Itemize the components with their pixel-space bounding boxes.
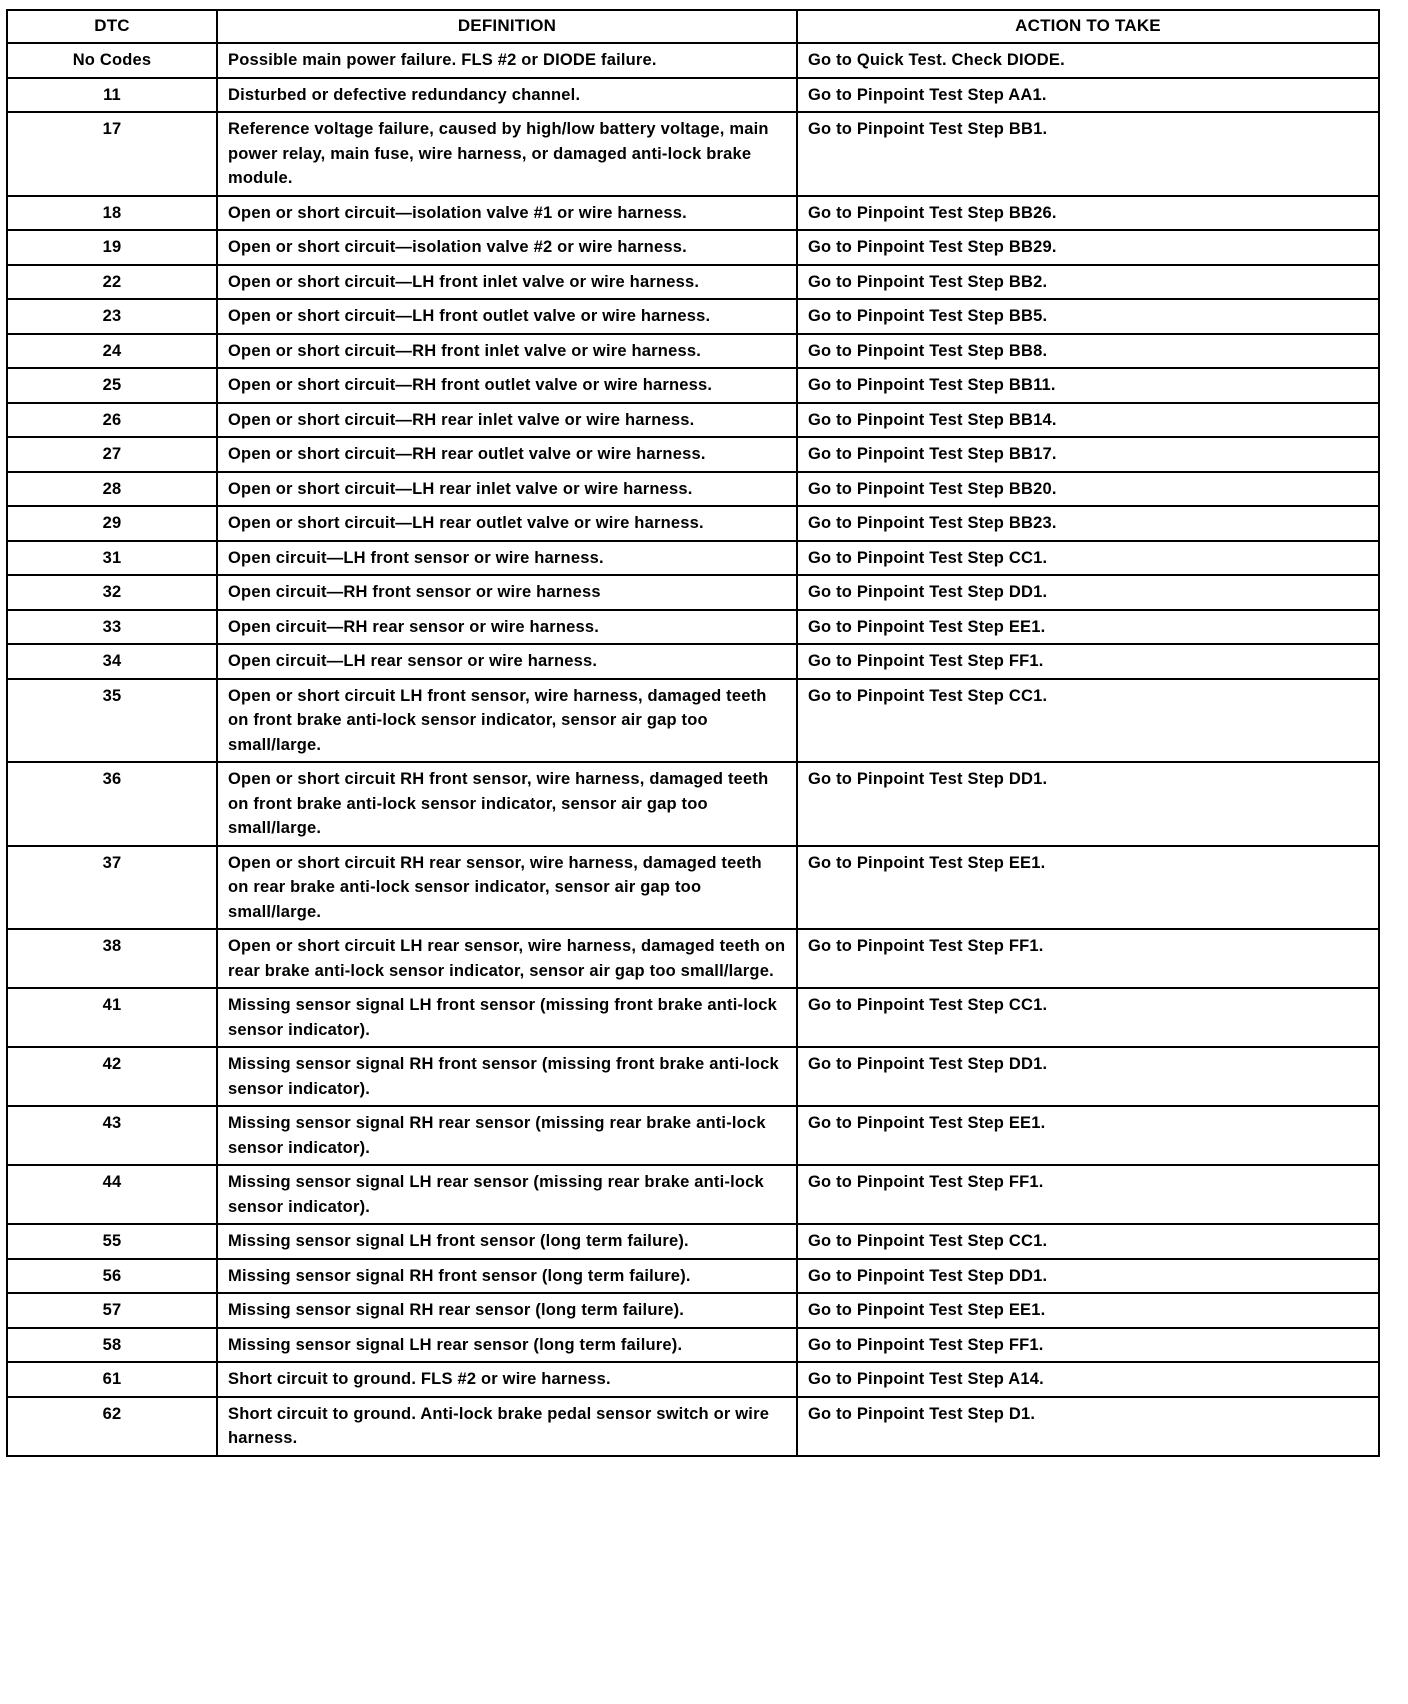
dtc-cell: 23 [7, 299, 217, 334]
dtc-table [6, 9, 1380, 1457]
action-cell: Go to Pinpoint Test Step BB17. [797, 437, 1379, 472]
action-cell: Go to Pinpoint Test Step CC1. [797, 679, 1379, 763]
table-row [7, 196, 1379, 231]
dtc-cell: 44 [7, 1165, 217, 1224]
definition-cell: Short circuit to ground. Anti-lock brake pedal sensor switch or wire harness. [217, 1397, 797, 1456]
table-row [7, 1362, 1379, 1397]
action-cell: Go to Pinpoint Test Step BB1. [797, 112, 1379, 196]
table-row [7, 265, 1379, 300]
dtc-cell: 29 [7, 506, 217, 541]
definition-cell: Open or short circuit—LH front inlet valve or wire harness. [217, 265, 797, 300]
dtc-cell: 34 [7, 644, 217, 679]
action-cell: Go to Pinpoint Test Step D1. [797, 1397, 1379, 1456]
dtc-cell: 56 [7, 1259, 217, 1294]
table-row [7, 644, 1379, 679]
dtc-cell: 25 [7, 368, 217, 403]
dtc-cell: 62 [7, 1397, 217, 1456]
definition-cell: Open circuit—LH front sensor or wire harness. [217, 541, 797, 576]
dtc-cell: 33 [7, 610, 217, 645]
dtc-cell: 42 [7, 1047, 217, 1106]
dtc-cell: 11 [7, 78, 217, 113]
definition-cell: Missing sensor signal LH front sensor (long term failure). [217, 1224, 797, 1259]
action-cell: Go to Pinpoint Test Step AA1. [797, 78, 1379, 113]
table-row [7, 610, 1379, 645]
action-cell: Go to Pinpoint Test Step DD1. [797, 575, 1379, 610]
table-row [7, 762, 1379, 846]
action-cell: Go to Pinpoint Test Step EE1. [797, 1293, 1379, 1328]
definition-cell: Missing sensor signal RH front sensor (long term failure). [217, 1259, 797, 1294]
definition-cell: Open or short circuit LH rear sensor, wire harness, damaged teeth on rear brake anti-lock sensor indicator, sensor air gap too small/large. [217, 929, 797, 988]
table-row [7, 1259, 1379, 1294]
action-cell: Go to Pinpoint Test Step EE1. [797, 846, 1379, 930]
definition-cell: Open or short circuit RH rear sensor, wire harness, damaged teeth on rear brake anti-lock sensor indicator, sensor air gap too small/large. [217, 846, 797, 930]
definition-cell: Open or short circuit LH front sensor, wire harness, damaged teeth on front brake anti-lock sensor indicator, sensor air gap too small/large. [217, 679, 797, 763]
dtc-cell: 18 [7, 196, 217, 231]
table-row [7, 1293, 1379, 1328]
definition-cell: Open or short circuit—RH front outlet valve or wire harness. [217, 368, 797, 403]
action-cell: Go to Pinpoint Test Step DD1. [797, 1047, 1379, 1106]
table-row [7, 1106, 1379, 1165]
header-dtc: DTC [7, 10, 217, 43]
table-row [7, 1328, 1379, 1363]
dtc-cell: 22 [7, 265, 217, 300]
dtc-cell: 35 [7, 679, 217, 763]
action-cell: Go to Pinpoint Test Step BB20. [797, 472, 1379, 507]
dtc-cell: 28 [7, 472, 217, 507]
action-cell: Go to Pinpoint Test Step EE1. [797, 1106, 1379, 1165]
action-cell: Go to Pinpoint Test Step BB29. [797, 230, 1379, 265]
dtc-cell: 26 [7, 403, 217, 438]
definition-cell: Open or short circuit—LH rear outlet valve or wire harness. [217, 506, 797, 541]
dtc-cell: 58 [7, 1328, 217, 1363]
definition-cell: Open circuit—RH front sensor or wire harness [217, 575, 797, 610]
definition-cell: Missing sensor signal LH rear sensor (long term failure). [217, 1328, 797, 1363]
table-row [7, 299, 1379, 334]
action-cell: Go to Pinpoint Test Step DD1. [797, 762, 1379, 846]
table-row [7, 929, 1379, 988]
dtc-cell: 41 [7, 988, 217, 1047]
table-body [7, 43, 1379, 1456]
table-row [7, 575, 1379, 610]
table-row [7, 368, 1379, 403]
dtc-cell: 36 [7, 762, 217, 846]
table-row [7, 112, 1379, 196]
action-cell: Go to Pinpoint Test Step EE1. [797, 610, 1379, 645]
definition-cell: Open or short circuit RH front sensor, wire harness, damaged teeth on front brake anti-lock sensor indicator, sensor air gap too small/large. [217, 762, 797, 846]
table-row [7, 679, 1379, 763]
table-row [7, 1165, 1379, 1224]
definition-cell: Open circuit—LH rear sensor or wire harness. [217, 644, 797, 679]
action-cell: Go to Pinpoint Test Step FF1. [797, 1165, 1379, 1224]
definition-cell: Open or short circuit—isolation valve #1 or wire harness. [217, 196, 797, 231]
dtc-cell: 61 [7, 1362, 217, 1397]
definition-cell: Open or short circuit—LH rear inlet valve or wire harness. [217, 472, 797, 507]
dtc-cell: 19 [7, 230, 217, 265]
table-row [7, 230, 1379, 265]
definition-cell: Open or short circuit—RH rear inlet valve or wire harness. [217, 403, 797, 438]
table-row [7, 472, 1379, 507]
table-row [7, 1047, 1379, 1106]
dtc-cell: 24 [7, 334, 217, 369]
action-cell: Go to Pinpoint Test Step BB23. [797, 506, 1379, 541]
definition-cell: Reference voltage failure, caused by high/low battery voltage, main power relay, main fuse, wire harness, or damaged anti-lock brake module. [217, 112, 797, 196]
table-row [7, 846, 1379, 930]
action-cell: Go to Pinpoint Test Step BB11. [797, 368, 1379, 403]
table-row [7, 506, 1379, 541]
dtc-document [6, 9, 1378, 1457]
action-cell: Go to Pinpoint Test Step A14. [797, 1362, 1379, 1397]
table-row [7, 403, 1379, 438]
action-cell: Go to Pinpoint Test Step CC1. [797, 541, 1379, 576]
dtc-cell: 37 [7, 846, 217, 930]
action-cell: Go to Pinpoint Test Step DD1. [797, 1259, 1379, 1294]
definition-cell: Open or short circuit—LH front outlet valve or wire harness. [217, 299, 797, 334]
action-cell: Go to Pinpoint Test Step CC1. [797, 1224, 1379, 1259]
dtc-cell: No Codes [7, 43, 217, 78]
dtc-cell: 55 [7, 1224, 217, 1259]
definition-cell: Possible main power failure. FLS #2 or DIODE failure. [217, 43, 797, 78]
definition-cell: Open or short circuit—RH front inlet valve or wire harness. [217, 334, 797, 369]
action-cell: Go to Quick Test. Check DIODE. [797, 43, 1379, 78]
definition-cell: Open or short circuit—isolation valve #2 or wire harness. [217, 230, 797, 265]
action-cell: Go to Pinpoint Test Step BB14. [797, 403, 1379, 438]
definition-cell: Missing sensor signal RH rear sensor (long term failure). [217, 1293, 797, 1328]
definition-cell: Open circuit—RH rear sensor or wire harness. [217, 610, 797, 645]
table-row [7, 437, 1379, 472]
table-row [7, 1397, 1379, 1456]
header-action: ACTION TO TAKE [797, 10, 1379, 43]
dtc-cell: 32 [7, 575, 217, 610]
definition-cell: Missing sensor signal LH front sensor (missing front brake anti-lock sensor indicator). [217, 988, 797, 1047]
action-cell: Go to Pinpoint Test Step CC1. [797, 988, 1379, 1047]
definition-cell: Missing sensor signal RH rear sensor (missing rear brake anti-lock sensor indicator). [217, 1106, 797, 1165]
action-cell: Go to Pinpoint Test Step BB2. [797, 265, 1379, 300]
table-row [7, 334, 1379, 369]
header-definition: DEFINITION [217, 10, 797, 43]
definition-cell: Short circuit to ground. FLS #2 or wire harness. [217, 1362, 797, 1397]
dtc-cell: 27 [7, 437, 217, 472]
action-cell: Go to Pinpoint Test Step BB5. [797, 299, 1379, 334]
dtc-cell: 57 [7, 1293, 217, 1328]
definition-cell: Missing sensor signal RH front sensor (missing front brake anti-lock sensor indicator). [217, 1047, 797, 1106]
table-row [7, 541, 1379, 576]
definition-cell: Disturbed or defective redundancy channel. [217, 78, 797, 113]
table-header-row [7, 10, 1379, 43]
action-cell: Go to Pinpoint Test Step FF1. [797, 1328, 1379, 1363]
definition-cell: Missing sensor signal LH rear sensor (missing rear brake anti-lock sensor indicator). [217, 1165, 797, 1224]
action-cell: Go to Pinpoint Test Step FF1. [797, 644, 1379, 679]
dtc-cell: 31 [7, 541, 217, 576]
table-row [7, 1224, 1379, 1259]
action-cell: Go to Pinpoint Test Step FF1. [797, 929, 1379, 988]
dtc-cell: 38 [7, 929, 217, 988]
table-row [7, 43, 1379, 78]
table-row [7, 988, 1379, 1047]
dtc-cell: 43 [7, 1106, 217, 1165]
definition-cell: Open or short circuit—RH rear outlet valve or wire harness. [217, 437, 797, 472]
action-cell: Go to Pinpoint Test Step BB8. [797, 334, 1379, 369]
dtc-cell: 17 [7, 112, 217, 196]
table-row [7, 78, 1379, 113]
action-cell: Go to Pinpoint Test Step BB26. [797, 196, 1379, 231]
